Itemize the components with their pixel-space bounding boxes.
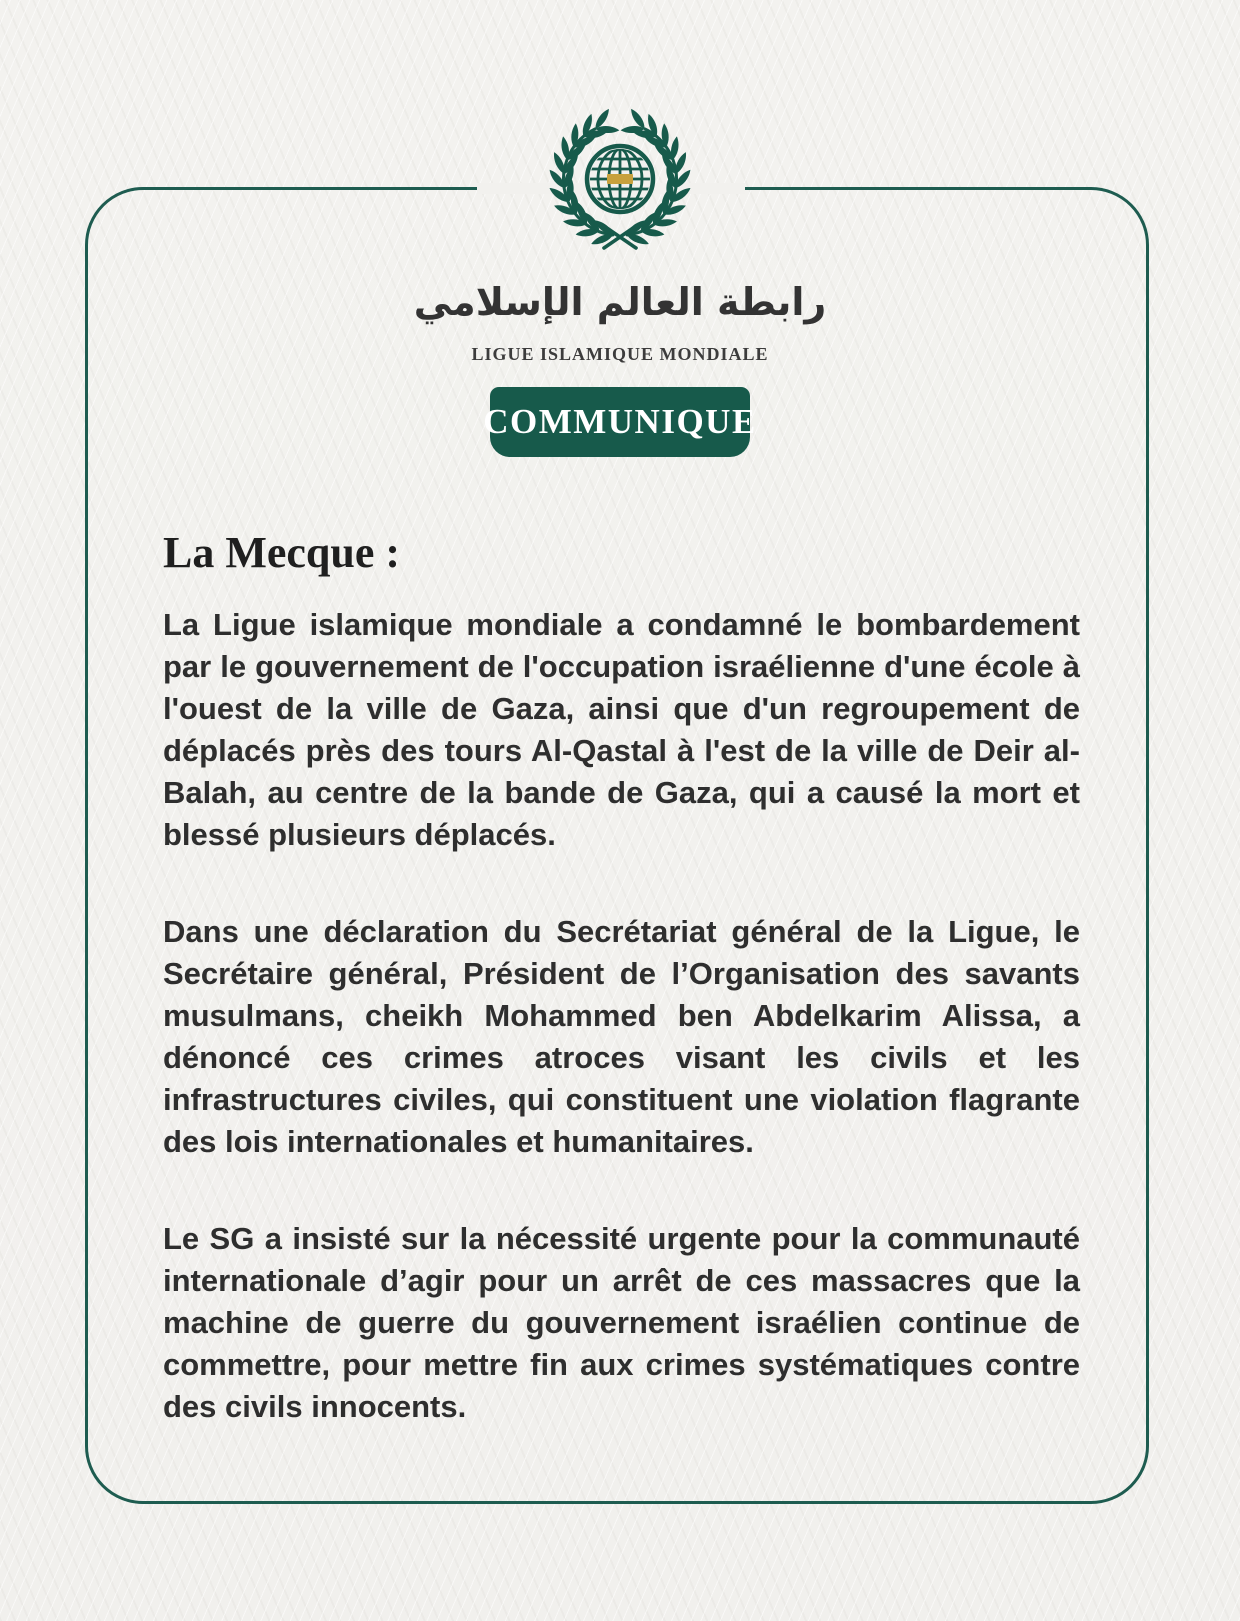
communique-badge-label: COMMUNIQUE: [483, 402, 757, 441]
paragraph-2: Dans une déclaration du Secrétariat général de la Ligue, le Secrétaire général, Président de l’Organisation des savants musulmans, cheikh Mohammed ben Abdelkarim Alissa, a dénoncé ces crimes atroces visant les civils et les infrastructures civiles, qui constituent une violation flagrante des lois internationales et humanitaires.: [163, 914, 1080, 1159]
communique-body: [163, 528, 1080, 1428]
communique-badge: [483, 387, 757, 457]
paragraph-1: La Ligue islamique mondiale a condamné le bombardement par le gouvernement de l'occupation israélienne d'une école à l'ouest de la ville de Gaza, ainsi que d'un regroupement de déplacés près des tours Al-Qastal à l'est de la ville de Deir al-Balah, au centre de la bande de Gaza, qui a causé la mort et blessé plusieurs déplacés.: [163, 607, 1080, 852]
kaaba-gold-bar: [607, 174, 633, 184]
arabic-calligraphy-title: رابطة العالم الإسلامي: [413, 280, 827, 324]
dateline-heading: La Mecque :: [163, 528, 401, 577]
mwl-laurel-wreath-globe-icon: [540, 107, 700, 257]
org-name: LIGUE ISLAMIQUE MONDIALE: [471, 344, 769, 364]
paragraph-3: Le SG a insisté sur la nécessité urgente pour la communauté internationale d’agir pour un arrêt de ces massacres que la machine de guerre du gouvernement israélien continue de commettre, pour mettre fin aux crimes systématiques contre des civils innocents.: [163, 1221, 1080, 1424]
